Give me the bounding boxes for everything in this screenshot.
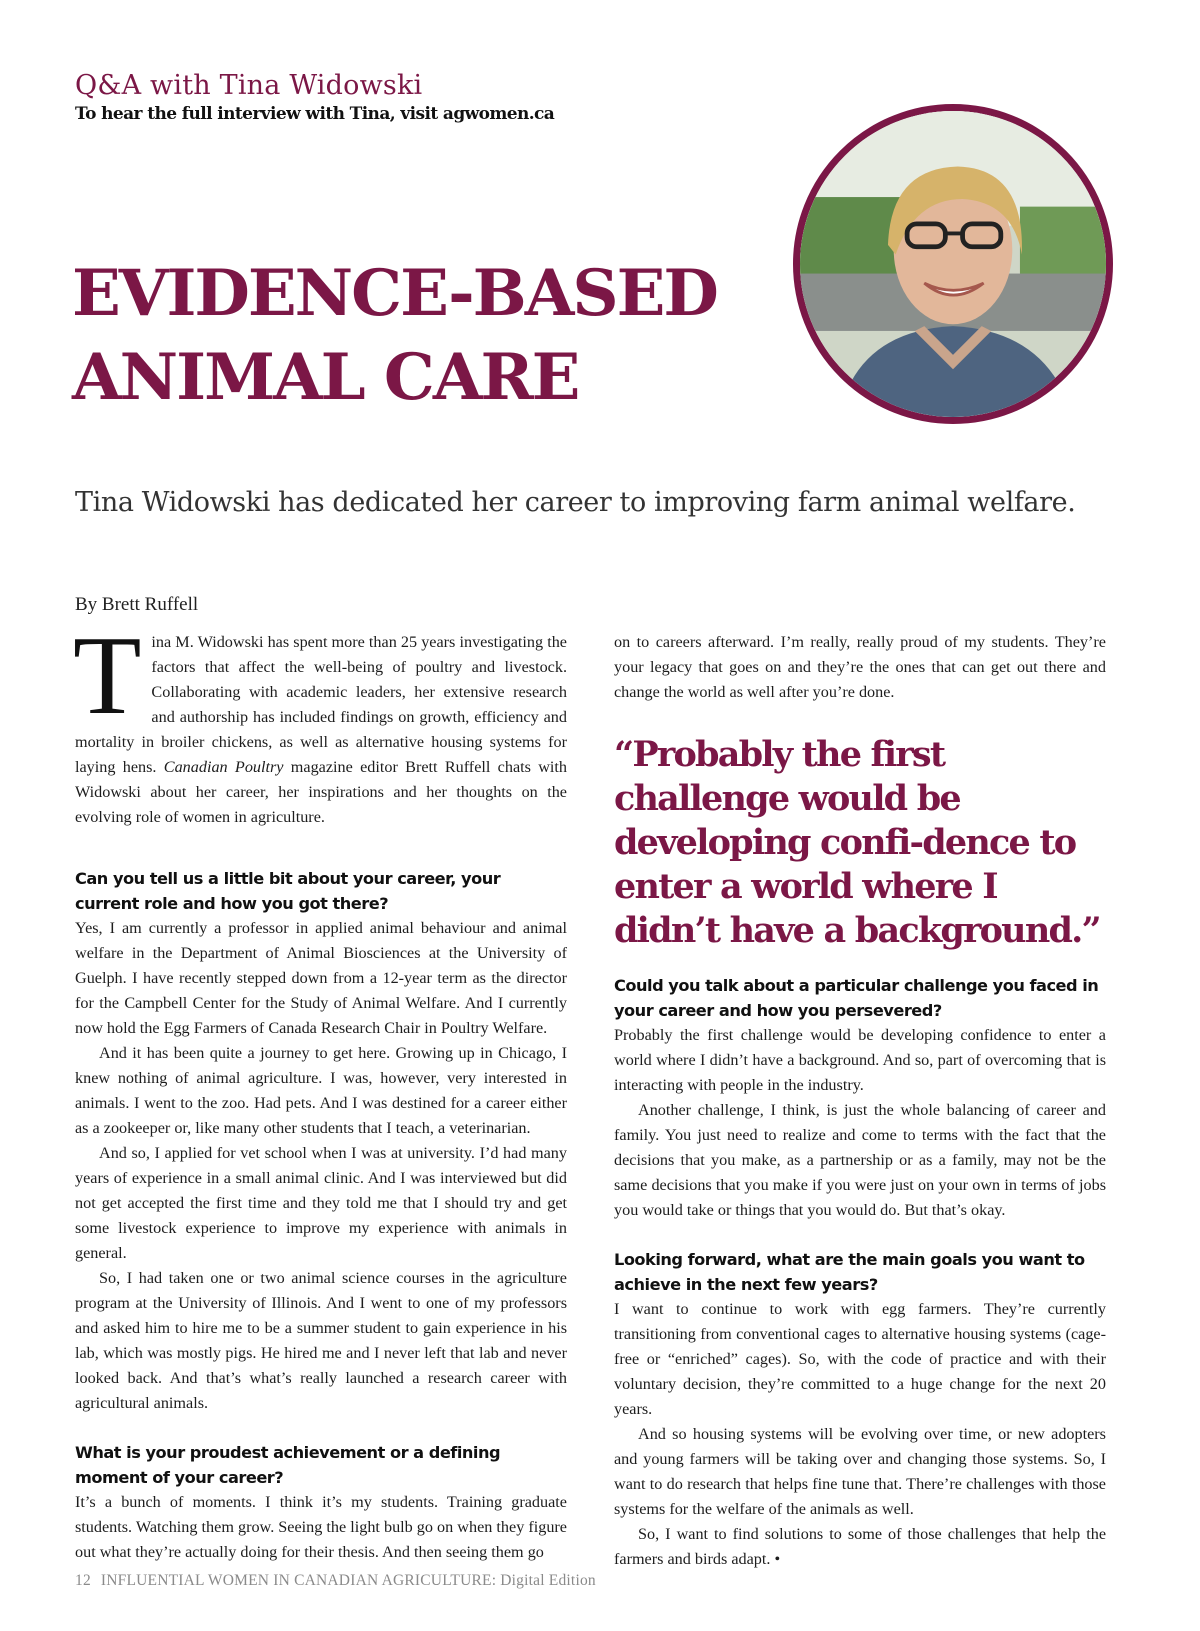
article-column-left bbox=[73, 614, 567, 1565]
magazine-name: Canadian Poultry bbox=[163, 758, 284, 776]
answer-paragraph: Yes, I am currently a professor in applied animal behaviour and animal welfare in the Department of Animal Biosciences at the University of Guelph. I have recently stepped down from a 12-year term as the director for the Campbell Center for the Study of Animal Welfare. And I currently now hold the Egg Farmers of Canada Research Chair in Poultry Welfare. bbox=[75, 919, 567, 1037]
intro-text-a: ina M. Widowski has spent more than 25 years investigating the factors that affect the well-being of poultry and livestock. Collaborating with academic leaders, her extensive research and authorship has included findings on growth, efficiency and mortality in broiler chickens, as well as alternative housing systems for laying hens. bbox=[75, 633, 567, 776]
drop-cap: T bbox=[73, 614, 142, 738]
answer-paragraph: So, I want to find solutions to some of those challenges that help the farmers and birds adapt. • bbox=[614, 1525, 1106, 1568]
answer-paragraph: So, I had taken one or two animal science courses in the agriculture program at the University of Illinois. And I went to one of my professors and asked him to hire me to be a summer student to gain experience in his lab, which was mostly pigs. He hired me and I never left that lab and never looked back. And that’s what’s really launched a research career with agricultural animals. bbox=[75, 1269, 567, 1412]
title-line-1: EVIDENCE-BASED bbox=[72, 256, 717, 331]
question-heading: Looking forward, what are the main goals you want to achieve in the next few years? bbox=[614, 1250, 1085, 1294]
answer-paragraph: Probably the first challenge would be developing confidence to enter a world where I didn’t have a background. And so, part of overcoming that is interacting with people in the industry. bbox=[614, 1026, 1106, 1094]
page-title bbox=[72, 252, 792, 420]
question-heading: What is your proudest achievement or a defining moment of your career? bbox=[75, 1443, 501, 1487]
answer-paragraph: Another challenge, I think, is just the whole balancing of career and family. You just need to realize and come to terms with the fact that the decisions that you make, as a partnership or as a family, may not be the same decisions that you make if you were just on your own in terms of jobs you would take or things that you would do. But that’s okay. bbox=[614, 1101, 1106, 1219]
portrait-illustration bbox=[800, 111, 1106, 417]
question-heading: Can you tell us a little bit about your career, your current role and how you got there? bbox=[75, 869, 501, 913]
byline: By Brett Ruffell bbox=[75, 594, 199, 615]
kicker: Q&A with Tina Widowski bbox=[75, 70, 423, 101]
answer-paragraph: And it has been quite a journey to get here. Growing up in Chicago, I knew nothing of animal agriculture. I was, however, very interested in animals. I went to the zoo. Had pets. And I was destined for a career either as a zookeeper or, like many other students that I teach, a veterinarian. bbox=[75, 1044, 567, 1137]
page-number: 12 bbox=[75, 1572, 91, 1589]
pull-quote: “Probably the first challenge would be developing confi-dence to enter a world where I didn’t have a background.” bbox=[614, 734, 1100, 951]
answer-paragraph: And so, I applied for vet school when I was at university. I’d had many years of experience in a small animal clinic. And I was interviewed but did not get accepted the first time and they told me that I should try and get some livestock experience to improve my experience with animals in general. bbox=[75, 1144, 567, 1262]
title-line-2: ANIMAL CARE bbox=[72, 340, 579, 415]
interview-link-note: To hear the full interview with Tina, visit agwomen.ca bbox=[75, 104, 555, 124]
answer-paragraph: on to careers afterward. I’m really, really proud of my students. They’re your legacy that goes on and they’re the ones that can get out there and change the world as well after you’re done. bbox=[614, 633, 1106, 701]
article-column-right bbox=[614, 630, 1106, 1572]
question-heading: Could you talk about a particular challenge you faced in your career and how you persevered? bbox=[614, 976, 1099, 1020]
answer-paragraph: I want to continue to work with egg farmers. They’re currently transitioning from conventional cages to alternative housing systems (cage-free or “enriched” cages). So, with the code of practice and with their voluntary decision, they’re committed to a huge change for the next 20 years. bbox=[614, 1300, 1106, 1418]
intro-paragraph bbox=[73, 614, 567, 830]
answer-paragraph: It’s a bunch of moments. I think it’s my students. Training graduate students. Watching them grow. Seeing the light bulb go on when they figure out what they’re actually doing for their thesis. And then seeing them go bbox=[75, 1493, 567, 1561]
page-footer bbox=[75, 1572, 596, 1590]
article-deck: Tina Widowski has dedicated her career to improving farm animal welfare. bbox=[75, 487, 1076, 518]
answer-paragraph: And so housing systems will be evolving over time, or new adopters and young farmers will be taking over and changing those systems. So, I want to do research that helps fine tune that. There’re challenges with those systems for the welfare of the animals as well. bbox=[614, 1425, 1106, 1518]
edition-label: : Digital Edition bbox=[491, 1572, 596, 1589]
portrait-photo bbox=[793, 104, 1113, 424]
intro-text-b: magazine editor Brett Ruffell chats with Widowski about her career, her inspirations and her thoughts on the evolving role of women in agriculture. bbox=[75, 758, 567, 826]
publication-name: INFLUENTIAL WOMEN IN CANADIAN AGRICULTURE bbox=[100, 1572, 492, 1589]
